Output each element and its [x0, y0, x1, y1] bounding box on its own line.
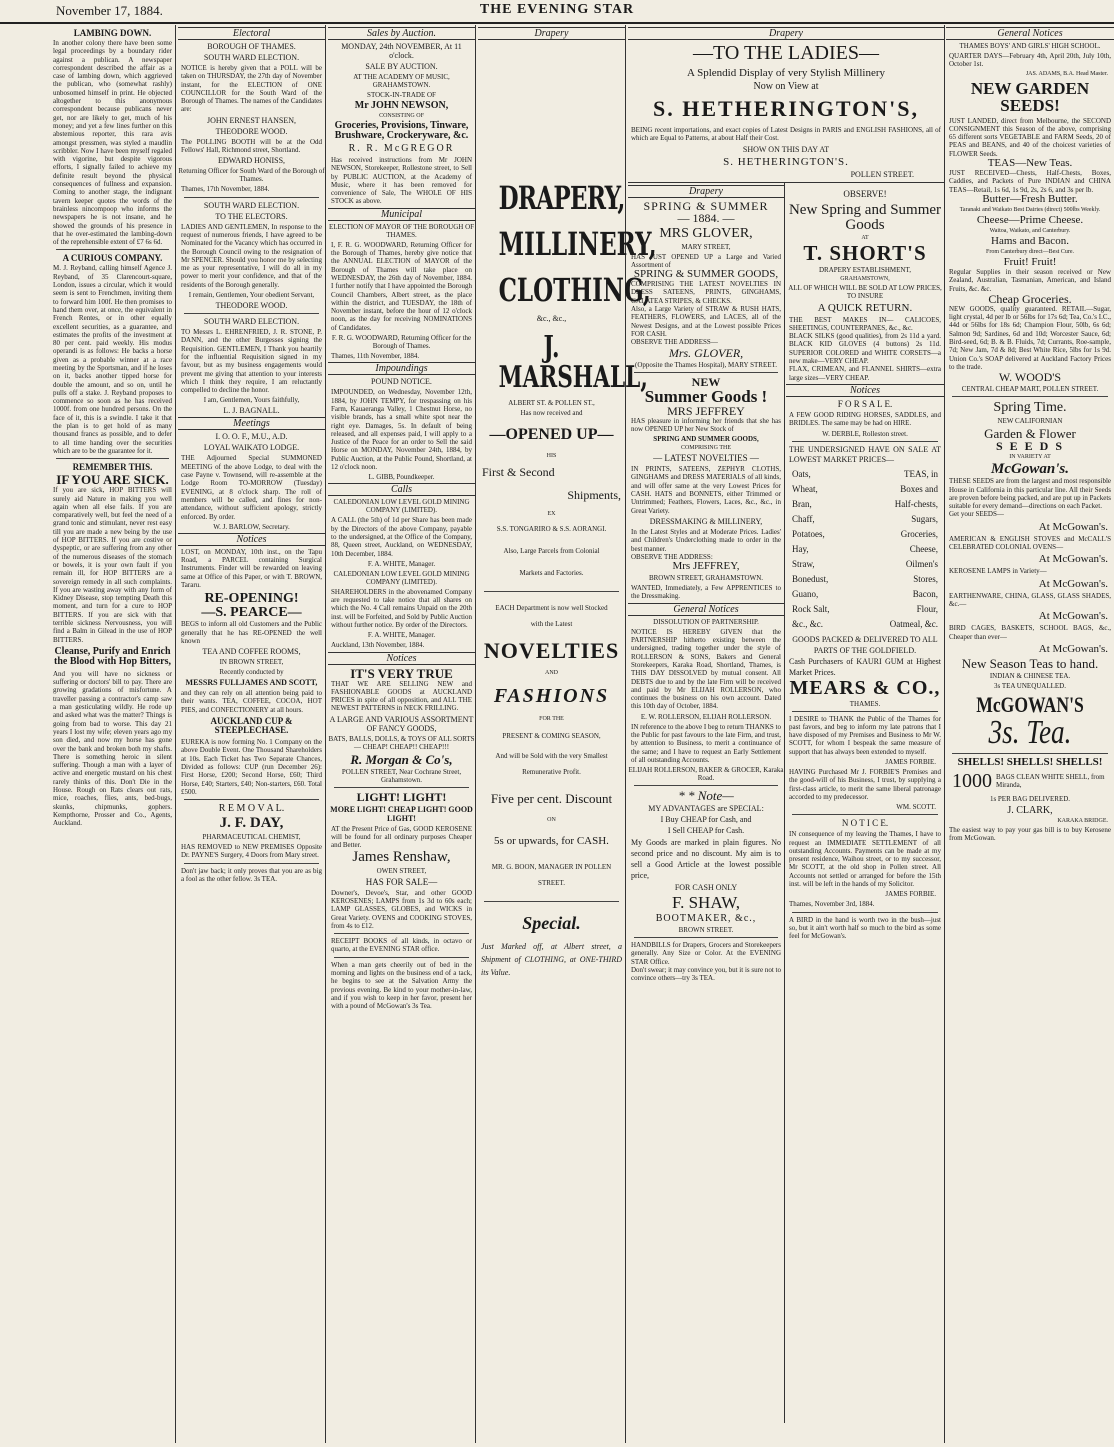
ad-subhead: HIS — [546, 453, 557, 459]
list-item: Bran, — [792, 498, 812, 509]
ad-body: Downer's, Devoe's, Star, and other GOOD KEROSENES; LAMPS from 1s 3d to 60s each; LAMP GLASSES, GLOBES, and WICKS in Great Variety. OVENS and COOKING STOVES, from 4s to £12. — [331, 888, 472, 930]
newspaper-title: THE EVENING STAR — [479, 2, 635, 17]
notice-body: NOTICE is hereby given that a POLL will be taken on THURSDAY, the 27th day of November instant, for the ELECTION of ONE COUNCILLOR for the South Ward of the Borough of Thames. The names of the Candidates are: — [181, 64, 322, 114]
drapery-left-column — [628, 183, 785, 1423]
ad-body: BLACK SILKS (good qualities), from 2s 11d a yard. BLACK KID GLOVES (4 buttons) 2s 11d. SUPERIOR COLORED and WHITE CORSETS—a new make—VERY CHEAP. — [789, 332, 941, 366]
notice-body: SHAREHOLDERS in the abovenamed Company are requested to take notice that all shares on which the No. 4 Call remains Unpaid on the 20th inst. will be Forfeited, and Sold by Public Auction without further notice. By order of the Directors. — [331, 587, 472, 629]
list-item: Cheese, — [909, 543, 938, 554]
ad-headline: Hams and Bacon. — [991, 234, 1069, 247]
ad-subhead: A LARGE AND VARIOUS ASSORTMENT OF FANCY GOODS, — [329, 714, 474, 733]
section-heading: General Notices — [946, 27, 1114, 40]
notice-heading: F O R S A L E. — [837, 398, 893, 409]
merchant-name: S. HETHERINGTON'S. — [723, 155, 849, 168]
notice-heading: ELECTION OF MAYOR OF THE BOROUGH OF THAMES. — [328, 222, 475, 239]
section-heading: Notices — [178, 533, 325, 546]
ad-subhead: ALL OF WHICH WILL BE SOLD AT LOW PRICES, TO INSURE — [788, 283, 942, 300]
signature: ELIJAH ROLLERSON, BAKER & GROCER, Karaka Road. — [628, 766, 784, 783]
notice-date: Thames, 11th November, 1884. — [331, 352, 420, 361]
ad-subhead: 3s TEA UNEQUALLED. — [993, 681, 1066, 690]
notice-body: Has received instructions from Mr JOHN NEWSON, Storekeeper, Rollestone street, to Sell by PUBLIC AUCTION, at the Academy of Music, where it has been removed for convenience of Sale, The WHOLE OF HIS STOCK as above. — [331, 156, 472, 206]
ad-subhead: MR. G. BOON, MANAGER IN POLLEN — [491, 863, 612, 871]
ad-subhead: At McGowan's. — [1038, 520, 1108, 533]
ad-subhead: INDIAN & CHINESE TEA. — [989, 671, 1071, 680]
signature: JAMES FORBIE. — [885, 890, 936, 899]
ad-body: BEGS to inform all old Customers and the Public generally that he has RE-OPENED the well known — [181, 620, 322, 645]
notice-heading: MONDAY, 24th NOVEMBER, At 11 o'clock. — [341, 42, 462, 60]
ad-heading: REMEMBER THIS. — [72, 462, 153, 473]
notice-heading: DISSOLUTION OF PARTNERSHIP. — [653, 617, 759, 626]
ad-headline: Fruit! Fruit! — [1003, 255, 1057, 268]
ad-subhead: COMPRISING THE — [680, 445, 732, 452]
section-heading: Notices — [786, 384, 944, 397]
ad-body: EARTHENWARE, CHINA, GLASS, GLASS SHADES, &c.— — [949, 591, 1111, 608]
section-heading: Sales by Auction. — [328, 27, 475, 40]
column-electoral — [178, 25, 326, 1443]
ad-subhead: EACH Department is now well Stocked — [495, 604, 608, 612]
signature: JAS. ADAMS, B.A. Head Master. — [1025, 70, 1108, 77]
ad-headline: R. Morgan & Co's, — [350, 751, 453, 767]
list-item: Hay, — [792, 543, 809, 554]
ad-headline: Butter—Fresh Butter. — [982, 192, 1078, 205]
ad-body: Regular Supplies in their season received or New Zealand, Australian, Tasmanian, American, and Island Fruits, &c. &c. — [949, 267, 1111, 293]
section-heading: Calls — [328, 483, 475, 496]
ad-subhead: PRESENT & COMING SEASON, — [502, 732, 601, 740]
ad-headline: Summer Goods ! — [644, 386, 768, 406]
notice-heading: LOYAL WAIKATO LODGE. — [203, 443, 300, 453]
notice-date: Thames, 17th November, 1884. — [181, 185, 270, 194]
section-heading: Impoundings — [328, 362, 475, 375]
ad-body: Get your SEEDS— — [949, 510, 1004, 519]
ad-subhead: A QUICK RETURN. — [817, 301, 913, 314]
ad-subhead: MY ADVANTAGES are SPECIAL: — [648, 804, 764, 814]
filler-text: When a man gets cheerily out of bed in the morning and lights on the business end of a tack, he begins to see at the Salvation Army the previous evening. Be kind to your mother-in-law, and if you wish to keep in her favor, present her with a pound of McGowan's 3s Tea. — [331, 960, 472, 1011]
ad-body: THE BEST MAKES IN— CALICOES, SHEETINGS, COUNTERPANES, &c., &c. — [789, 315, 941, 332]
ad-body: Waitoa, Waikato, and Canterbury. — [989, 227, 1071, 234]
produce-list-left — [792, 467, 865, 632]
ad-subhead: BROWN STREET. — [678, 926, 734, 935]
issue-date: November 17, 1884. — [56, 3, 163, 18]
merchant-name: McGOWAN'S — [976, 691, 1084, 717]
filler-text: The easiest way to pay your gas bill is to buy Kerosene from McGowan. — [949, 825, 1111, 843]
ad-headline: S E E D S — [995, 439, 1065, 454]
merchant-name: F. SHAW, — [672, 893, 740, 913]
ad-subhead: ALBERT ST. & POLLEN ST., — [508, 399, 595, 407]
signature: L. J. BAGNALL. — [223, 406, 280, 416]
ad-body: JUST LANDED, direct from Melbourne, the SECOND CONSIGNMENT this Season of the above, comprising 65 different sorts VEGETABLE and FARM Seeds, 20 of PEAS and BEANS, and 40 of the choicest varieties of FLOWER Seeds. — [949, 116, 1111, 158]
ad-body: From Canterbury direct—Best Cure. — [986, 248, 1074, 255]
ad-body: HAS JUST OPENED UP a Large and Varied Assortment of — [631, 252, 781, 269]
ad-headline: Garden & Flower — [984, 426, 1076, 442]
ad-headline: SPRING & SUMMER GOODS, — [633, 268, 779, 281]
list-item: Chaff, — [792, 513, 815, 524]
ad-headline: * * Note— — [678, 788, 734, 804]
notice-body: A FEW GOOD RIDING HORSES, SADDLES, and BRIDLES. The same may be had on HIRE. — [789, 410, 941, 428]
column-news — [50, 25, 176, 1443]
notice-body: A CALL (the 5th) of 1d per Share has been made by the Directors of the above Company, payable to the undersigned, at the Office of the Company, 88, Queen street, Auckland, on WEDNESDAY, 10th December, 1884. — [331, 516, 472, 558]
ad-subhead: BATS, BALLS, DOLLS, & TOYS OF ALL SORTS— CHEAP! CHEAP!! CHEAP!!! — [328, 734, 475, 751]
ad-subhead: I Buy CHEAP for Cash, and — [660, 815, 752, 825]
signature: JAMES FORBIE. — [885, 758, 936, 767]
ad-headline: NEW GARDEN SEEDS! — [970, 78, 1090, 115]
list-item: Rock Salt, — [792, 603, 830, 614]
ad-body: THESE SEEDS are from the largest and most responsible House in California in this particular line. All their Seeds are proven before being packed, and are put up in Packets suitable for every demand—directions on each Packet. — [949, 477, 1112, 511]
notice-heading: THAMES BOYS' AND GIRLS' HIGH SCHOOL. — [959, 42, 1101, 50]
notice-heading: SOUTH WARD ELECTION. — [203, 317, 300, 327]
ad-subhead: First & Second — [482, 465, 555, 479]
notice-body: TO Messrs L. EHRENFRIED, J. R. STONE, P. DANN, and the other Burgesses signing the Requisition. GENTLEMEN, I Thank you heartily for the influential Requisition signed in my favour, but as my business engagements would prevent me giving that attention to your interests which I think they require, I am reluctantly compelled to decline the honor. — [181, 328, 322, 395]
ad-subhead: BOOTMAKER, &c., — [655, 913, 757, 925]
signature: L. GIBB, Poundkeeper. — [368, 473, 435, 482]
shells-offer — [952, 770, 1108, 793]
ad-subhead: And will be Sold with the very Smallest — [495, 752, 608, 760]
ad-body: Just Marked off, at Albert street, a Shipment of CLOTHING, at ONE-THIRD its Value. — [481, 942, 622, 977]
ad-subhead: DRAPERY ESTABLISHMENT, — [818, 265, 911, 274]
ad-subhead: Remunerative Profit. — [522, 768, 581, 776]
notice-body: THE Adjourned Special SUMMONED MEETING of the above Lodge, to deal with the case Payne v. Townsend, will re-assemble at the Lodge Room TO-MORROW (Tuesday) EVENING, at 8 o'clock sharp. The roll of members will be called, and fines for non-attendance, without sufficient apology, strictly enforced. By order. — [181, 454, 322, 521]
ad-subhead: At McGowan's. — [1038, 553, 1108, 566]
ad-body: Also, a Large Variety of STRAW & RUSH HATS, FEATHERS, FLOWERS, and LACES, all of the Newest Designs, and at the Lowest possible Prices FOR CASH. — [631, 305, 781, 338]
ad-subhead: At McGowan's. — [1038, 577, 1108, 590]
filler-text: Don't jaw back; it only proves that you are as big a fool as the other fellow. 3s TEA. — [181, 866, 322, 884]
ad-body: NEW GOODS, quality guaranteed. RETAIL—Sugar, light crystal, 4d per lb or 56lbs for 17s 6d; Tea, Co.'s I.C., 44d or 56lbs for 18s 6d; Champion Flour, 50lb, 6s 6d; Salmon 9d; Sardines, 6d and 10d; Worcester Sauce, 6d; Bird-seed, 6d; B. & B. Fluids, 7d; Currants, Roe-sample, 7d; New Jam, 7d & 8d; Best White Rice, 5lbs for 1s 9d. Union Co.'s SOAP delivered at Auckland Factory Prices to the trade. — [949, 304, 1111, 371]
ad-headline: Groceries, Provisions, Tinware, Brushware, Crockeryware, &c. — [334, 120, 469, 141]
merchant-name: W. WOOD'S — [998, 370, 1062, 385]
ad-subhead: Shipments, — [567, 488, 621, 502]
ad-headline: 3s. Tea. — [988, 713, 1072, 751]
ad-subhead: GRAHAMSTOWN, — [840, 275, 890, 282]
ad-subhead: 1s PER BAG DELIVERED. — [989, 794, 1071, 803]
ad-headline: —S. PEARCE— — [201, 605, 302, 621]
ad-subhead: HAS FOR SALE— — [365, 876, 438, 887]
ad-body: THAT WE ARE SELLING NEW and FASHIONABLE GOODS at AUCKLAND PRICES in spite of all opposition, and ALL THE NEWEST PATTERNS in NECK FRILLING. — [331, 679, 472, 713]
ad-headline: Special. — [522, 913, 581, 933]
ad-subhead: MESSRS FULLJAMES AND SCOTT, — [185, 678, 318, 688]
shell-quantity: 1000 — [952, 769, 992, 792]
article-body: M. J. Reyband, calling himself Agence J. Reyband, of 35 Clarencourt-square, London, issues a circular, which it would seem is sent to Frenchmen, inviting them to forward him 100f. He then promises to hand them over, at once, the equivalent in French Rentes, or in other equally excellent securities, as a guarantee, and estimates the profits of the investment at 80 per cent. paid weekly. His modus operandi is as follows: He backs a horse given as a probable winner at a race meeting by the Sportsman, and if he loses on it, backs another tipped horse for double the amount, and so on, until he pulls off a stake. J. Reyband proposes to commence so soon as he has received 1000f. from one hundred persons. On the face of it, this is a swindle. I take it that the plan is to get hold of as many thousand francs as possible, and to defer to all time handing over the securities which are to be the guarantee for it. — [53, 264, 172, 455]
notice-heading: N O T I C E. — [841, 818, 889, 829]
filler-text: RECEIPT BOOKS of all kinds, in octavo or quarto, at the EVENING STAR office. — [331, 937, 472, 954]
ad-subhead: DRESSMAKING & MILLINERY, — [649, 516, 763, 526]
ad-subhead: NEW CALIFORNIAN — [997, 417, 1063, 426]
ad-subhead: OWEN STREET, — [376, 866, 427, 875]
ad-subhead: Also, Large Parcels from Colonial — [503, 547, 600, 555]
ad-headline: SPRING & SUMMER — [643, 198, 769, 213]
drapery-right-column — [786, 183, 944, 1423]
merchant-name: MRS JEFFREY — [667, 403, 745, 418]
lodge-emblem-caption: I. O. O. F., M.U., A.D. — [215, 432, 288, 442]
ad-subhead: POLLEN STREET. — [850, 169, 914, 179]
ad-body: BAGS CLEAN WHITE SHELL, from Miranda, — [996, 773, 1105, 790]
notice-body: IN consequence of my leaving the Thames, I have to request an IMMEDIATE SETTLEMENT of all outstanding Accounts. Payments can be made at my present residence, Waihou street, or to my successor, Mr SCOTT, at the old shop in Pollen street. All Accounts not settled or arranged for before the 15th inst. will be left in the hands of my Solicitor. — [789, 830, 941, 889]
article-body: In another colony there have been some legal proceedings by a boundary rider against a publican. A newspaper correspondent described the affair as a case of lambing down, which aggrieved the publican, who (somewhat rashly) unbosomed himself in print. He objected altogether to this anonymous correspondent because publicans never get, nor are likely to get, much of his money; and yet a few lines further on this abstemious reporter, this rara avis amongst pressmen, was styled a maudlin scribbler. Now I have been myself regaled with vigorine, but despite vigorous efforts, I signally failed to achieve my definite result beyond the physical consequences of fullness and expansion. Coming to another stage, the indignant tavern keeper quotes the words of the brainless nincompoop who informs the newspapers he is not insane, and he showed the grounds of his presence in that he over-estimated the lambing-down of the reprehensible extent of £7 6s 6d. — [53, 39, 172, 247]
merchant-name: MEARS & CO., — [789, 676, 941, 699]
closing: I remain, Gentlemen, Your obedient Servant, — [188, 291, 315, 300]
article-heading: LAMBING DOWN. — [73, 28, 152, 38]
notice-heading: CALEDONIAN LOW LEVEL GOLD MINING COMPANY (LIMITED). — [333, 498, 470, 515]
auctioneer-name: R. R. McGREGOR — [348, 143, 455, 154]
signature: W. DERBLE, Rolleston street. — [822, 429, 908, 438]
ad-headline: AUCKLAND CUP & STEEPLECHASE. — [210, 716, 293, 736]
ad-body: COMPRISING THE LATEST NOVELTIES IN DRESS SATEENS, PRINTS, GINGHAMS, GALATEA STRIPES, & CHECKS. — [631, 280, 781, 305]
section-heading: General Notices — [628, 603, 784, 616]
merchant-name: McGowan's. — [991, 461, 1069, 478]
notice-body: I DESIRE to THANK the Public of the Thames for past favors, and beg to inform my late patrons that I have disposed of my Premises and Business to Mr W. SCOTT, for whom I bespeak the same measure of support that has always been extended to myself. — [789, 714, 941, 756]
ad-body: FLAX, CRIMEAN, and FLANNEL SHIRTS—extra large sizes—VERY CHEAP. — [789, 365, 941, 382]
produce-list — [792, 467, 938, 632]
ad-body: JUST RECEIVED—Chests, Half-Chests, Boxes, Caddies, and Packets of Pure INDIAN and CHINA TEAS—Retail, 1s 6d, 1s 9d, 2s, 2s 6, and 3s per lb. — [949, 169, 1111, 194]
ad-headline: —TO THE LADIES— — [693, 42, 879, 64]
ad-headline: SHELLS! SHELLS! SHELLS! — [957, 755, 1103, 768]
closing: I am, Gentlemen, Yours faithfully, — [203, 396, 300, 405]
ad-subhead: with the Latest — [530, 620, 573, 628]
ad-headline: Cleanse, Purify and Enrich the Blood with Hop Bitters, — [54, 645, 171, 667]
notice-heading: POUND NOTICE. — [371, 377, 432, 387]
ad-subhead: PHARMACEUTICAL CHEMIST, — [202, 833, 301, 842]
ad-headline: — 1884. — — [677, 210, 735, 225]
ad-headline: IT'S VERY TRUE — [350, 665, 453, 681]
ad-subhead: POLLEN STREET, Near Cochrane Street, Grahamstown. — [341, 767, 462, 784]
ad-headline: Mr JOHN NEWSON, — [354, 100, 449, 111]
ad-body: GOODS PACKED & DELIVERED TO ALL PARTS OF THE GOLDFIELD. — [792, 634, 938, 655]
ad-subhead: (Opposite the Thames Hospital), MARY STREET. — [635, 360, 777, 369]
ad-subhead: THAMES. — [849, 699, 881, 708]
list-item: TEAS, in — [903, 468, 938, 479]
notice-body: HAVING Purchased Mr J. FORBIE'S Premises and the good-will of his Business, I trust, by supplying a first-class article, to merit the same liberal patronage accorded to my predecessor. — [789, 768, 941, 801]
notice-heading: SOUTH WARD ELECTION. — [203, 53, 300, 62]
ad-body: AT the Present Price of Gas, GOOD KEROSENE will be found for all ordinary purposes Cheaper and Better. — [331, 824, 472, 850]
merchant-name: MRS GLOVER, — [659, 225, 753, 241]
notice-date: Thames, November 3rd, 1884. — [789, 900, 875, 909]
ad-body: THE UNDERSIGNED HAVE ON SALE AT LOWEST MARKET PRICES— — [789, 444, 941, 464]
ad-subhead: CENTRAL CHEAP MART, POLLEN STREET. — [961, 385, 1099, 394]
section-heading: Electoral — [178, 27, 325, 40]
ad-subhead: MARY STREET, — [681, 242, 731, 251]
ad-subhead: SHOW ON THIS DAY AT — [742, 144, 830, 154]
list-item: Potatoes, — [792, 528, 825, 539]
merchant-name: J. CLARK, — [1007, 804, 1053, 816]
ad-headline: LIGHT! LIGHT! — [356, 789, 447, 804]
ad-body: IN PRINTS, SATEENS, ZEPHYR CLOTHS, GINGHAMS and DRESS MATERIALS of all kinds, and will offer same at the very Lowest Prices for CASH. HATS and BONNETS, either Trimmed or Untrimmed; Feathers, Flowers, Laces, &c., &c., in Great Variety. — [631, 465, 781, 515]
ad-subhead: MORE LIGHT! CHEAP LIGHT! GOOD LIGHT! — [330, 804, 473, 823]
ad-body: OBSERVE THE ADDRESS— — [631, 338, 718, 347]
notice-body: NOTICE IS HEREBY GIVEN that the PARTNERSHIP hitherto existing between the undersigned, trading together under the style of ROLLERSON & SONS, Bakers and General Storekeepers, Karaka Road, Shortland, Thames, is THIS DAY DISSOLVED by mutual consent. All DEBTS due to and by the late Firm will be received and paid by Mr ELIJAH ROLLERSON, who continues the business on his own account. Dated this 10th day of October, 1884. — [631, 627, 781, 711]
list-item: Sugars, — [911, 513, 938, 524]
ad-headline: Cheese—Prime Cheese. — [976, 213, 1084, 226]
article-body: And you will have no sickness or suffering or doctors' bill to pay. There are growing gradations of misfortune. A traveller passing a contractor's camp saw a man gesticulating wildly. He rode up and asked what was the matter? Things is going from bad to worse. This day 21 years I lost my wife; eleven years ago my son died, and now my horse has gone over the bank and broken both my shafts. There is something heroic in silent suffering. Though a man with a layer of active and energetic mustard on his chest rarely thinks of this. Don't Die in the House. Rough on Rats clears out rats, mice, roaches, flies, ants, bed-bugs, skunks, chipmunks, gophers. Kempthorne, Prosser and Co., Agents, Auckland. — [53, 669, 172, 828]
ad-headline-clothing: CLOTHING, — [498, 271, 651, 309]
list-item: Wheat, — [792, 483, 818, 494]
column-drapery — [628, 25, 945, 1443]
list-item: Bonedust, — [792, 573, 829, 584]
notice-heading: AT THE ACADEMY OF MUSIC, GRAHAMSTOWN. — [353, 73, 450, 89]
ad-subhead: SPRING AND SUMMER GOODS, — [653, 435, 759, 444]
section-heading: Meetings — [178, 417, 325, 430]
list-item: Half-chests, — [894, 498, 938, 509]
signature: W. J. BARLOW, Secretary. — [213, 522, 290, 531]
section-heading: Drapery — [628, 27, 944, 40]
filler-text: A BIRD in the hand is worth two in the bush—just so, but it ain't worth half so much to the bird as some feel for McGowan's. — [789, 915, 941, 941]
section-heading: Drapery — [478, 27, 625, 40]
notice-body: IMPOUNDED, on Wednesday, November 12th, 1884, by JOHN TEMPY, for trespassing on his Farm, Kauaeranga Valley, 1 Chestnut Horse, no visible brands, has a small white spot near the right eye. Damages, 5s. In default of being released, and all expenses paid, I will apply to a Justice of the Peace for an order to Sell the said Horse on MONDAY, November 24th, 1884, by Public Auction, at the Public Pound, Shortland, at 12 o'clock noon. — [331, 388, 472, 472]
ad-body: OBSERVE THE ADDRESS: — [631, 552, 713, 561]
ad-subhead: A Splendid Display of very Stylish Millinery — [687, 67, 885, 79]
list-item: &c., &c. — [792, 618, 823, 629]
ad-body: AMERICAN & ENGLISH STOVES and McCALL'S CELEBRATED COLONIAL OVENS— — [949, 534, 1111, 552]
ad-subhead: IN BROWN STREET, — [219, 658, 284, 667]
ad-subhead: FOR THE — [539, 716, 564, 722]
signature-title: Returning Officer for South Ward of the Borough of Thames. — [178, 167, 325, 184]
notice-heading: SALE BY AUCTION. — [365, 62, 438, 71]
notice-body: LOST, on MONDAY, 10th inst., on the Tapu Road, a PARCEL containing Surgical Instruments. Finder will be rewarded on leaving same at Office of this Paper, or with T. BROWN, Tararu. — [181, 547, 322, 589]
ad-body: and they can rely on all attention being paid to their wants. TEA, COFFEE, COCOA, HOT PIES, and CONFECTIONERY at all hours. — [181, 689, 322, 714]
signature: THEODORE WOOD. — [215, 301, 288, 311]
ad-headline-millinery: MILLINERY, — [498, 225, 657, 263]
notice-date: Auckland, 13th November, 1884. — [331, 641, 425, 650]
ad-subhead: &c., &c., — [536, 314, 567, 323]
list-item: Flour, — [916, 603, 938, 614]
signature: WM. SCOTT. — [896, 803, 936, 812]
ad-body: KEROSENE LAMPS in Variety— — [949, 567, 1047, 576]
ad-headline-drapery: DRAPERY, — [498, 179, 625, 217]
ad-headline: J. F. DAY, — [219, 815, 284, 832]
ad-subhead: At McGowan's. — [1038, 642, 1108, 655]
filler-text: HANDBILLS for Drapers, Grocers and Storekeepers generally. Any Size or Color. At the EVENING STAR Office. — [631, 941, 781, 966]
ad-body: If you are sick, HOP BITTERS will surely aid Nature in making you well again when all else fails. If you are comparatively well, but feel the need of a grand tonic and stimulant, never rest easy till you are made a new being by the use of HOP BITTERS. If you are costive or dyspeptic, or are suffering from any other of the numerous diseases of the stomach or bowels, it is your own fault if you remain ill, for HOP BITTERS are a sovereign remedy in all such complaints. If you are wasting away with any form of Kidney Disease, stop tempting Death this moment, and turn for a cure to HOP BITTERS. If you are sick with that terrible sickness Nervousness, you will find a Balm in Gilead in the use of HOP BITTERS. — [53, 486, 172, 644]
ad-headline: James Renshaw, — [352, 848, 451, 865]
notice-heading: CALEDONIAN LOW LEVEL GOLD MINING COMPANY (LIMITED). — [333, 569, 470, 586]
ad-subhead: KARAKA BRIDGE. — [1057, 817, 1108, 824]
merchant-name: J. MARSHALL, — [498, 330, 648, 395]
ad-body: Taranaki and Waikato Best Dairies (direct) 500lbs Weekly. — [959, 206, 1101, 213]
ad-subhead: AND — [545, 670, 558, 676]
ad-subhead: I Sell CHEAP for Cash. — [667, 826, 745, 836]
list-item: Bacon, — [912, 588, 938, 599]
masthead — [0, 0, 1114, 24]
ad-body: Cash Purchasers of KAURI GUM at Highest Market Prices. — [789, 656, 941, 677]
notice-body: IN reference to the above I beg to return THANKS to the Public for past favours to the late Firm, and trust, by attention to Business, to merit a continuance of the same; and I have to request an Early Settlement of all outstanding Accounts. — [631, 722, 781, 764]
ad-subhead: BROWN STREET, GRAHAMSTOWN. — [648, 574, 764, 583]
ad-subhead: — LATEST NOVELTIES — — [653, 453, 759, 464]
signature: E. W. ROLLERSON, ELIJAH ROLLERSON. — [640, 712, 772, 721]
ad-headline: R E M O V A L. — [218, 803, 285, 815]
ad-body: My Goods are marked in plain figures. No second price and no discount. My aim is to sell a Good Article at the lowest possible price, — [631, 838, 781, 881]
list-item: Oilmen's — [905, 558, 938, 569]
ad-body: BIRD CAGES, BASKETS, SCHOOL BAGS, &c., Cheaper than ever— — [949, 624, 1111, 641]
ad-subhead: Recently conducted by — [219, 668, 284, 677]
ad-headline: New Spring and Summer Goods — [788, 201, 942, 233]
notice-body: The POLLING BOOTH will be at the Odd Fellows' Hall, Richmond street, Shortland. — [181, 137, 322, 155]
notice-heading: SOUTH WARD ELECTION. — [203, 200, 300, 210]
signature: EDWARD HONISS, — [217, 156, 286, 166]
ad-subhead: S.S. TONGARIRO & S.S. AORANGI. — [496, 525, 607, 533]
notice-heading: STOCK-IN-TRADE OF — [367, 91, 436, 99]
ad-subhead: IN VARIETY AT — [1009, 454, 1051, 461]
ad-body: EUREKA is now forming No. 1 Company on the above Double Event. One Thousand Shareholders at 10s. Each Ticket has Two Separate Chances, Divided as follows: CUP (run December 26): First Horse, £200; Second Horse, £60; Third Horse, £40; Starters, £40; Non-starters, £60. Total £500. — [181, 738, 322, 796]
ad-body: WANTED, Immediately, a Few APPRENTICES to the Dressmaking. — [631, 584, 781, 601]
ad-headline: TEAS—New Teas. — [987, 157, 1073, 170]
ad-subhead: Now on View at — [753, 81, 819, 92]
merchant-name: Mrs. GLOVER, — [668, 345, 744, 360]
ad-headline: Cheap Groceries. — [988, 291, 1072, 306]
ad-headline: Five per cent. Discount — [490, 791, 613, 806]
list-item: Groceries, — [900, 528, 938, 539]
ad-body: In the Latest Styles and at Moderate Prices. Ladies' and Children's Underclothing made to order in the best manner. — [631, 527, 781, 553]
list-item: Guano, — [792, 588, 819, 599]
column-auction — [328, 25, 476, 1443]
ad-headline: NOVELTIES — [483, 638, 620, 663]
ad-headline: IF YOU ARE SICK. — [56, 472, 169, 488]
article-heading: A CURIOUS COMPANY. — [62, 253, 163, 264]
notice-body: I, F. R. G. WOODWARD, Returning Officer for the Borough of Thames, hereby give notice that the ANNUAL ELECTION of MAYOR of the Borough of Thames will take place on WEDNESDAY, the 26th day of November, 1884. I further notify that I have appointed the Borough Council Chambers, Albert street, as the place within the district, and TUESDAY, the 18th of November instant, before the hour of 12 o'clock noon, as the day for receiving NOMINATIONS of Candidates. — [331, 240, 472, 332]
list-item: Oats, — [792, 468, 811, 479]
section-heading: Notices — [328, 652, 475, 665]
ad-subhead: Markets and Factories. — [519, 569, 584, 577]
ad-headline: RE-OPENING! — [204, 591, 299, 607]
notice-body: QUARTER DAYS—February 4th, April 20th, July 10th, October 1st. — [949, 52, 1111, 69]
notice-body: LADIES AND GENTLEMEN, In response to the request of numerous friends, I have agreed to be Nominated for the Vacancy which has occurred in the Borough Council owing to the resignation of Mr SPENCER. Should you honor me by selecting me as your representative, I will do all in my power to merit your confidence, and that of the residents of the Borough generally. — [181, 222, 322, 289]
ad-subhead: Has now received and — [520, 409, 583, 417]
list-item: Boxes and — [900, 483, 938, 494]
ad-body: BEING recent importations, and exact copies of Latest Designs in PARIS and ENGLISH FASHIONS, all of which are Equal to Patterns, at about Half their Cost. — [631, 126, 941, 143]
notice-heading: TO THE ELECTORS. — [215, 211, 288, 221]
ad-subhead: TEA AND COFFEE ROOMS, — [202, 647, 301, 657]
ad-headline: Spring Time. — [993, 400, 1067, 416]
signature: F. A. WHITE, Manager. — [367, 559, 436, 568]
column-marshall-ad — [478, 25, 657, 1443]
ad-subhead: EX — [547, 511, 556, 517]
signature: F. A. WHITE, Manager. — [367, 631, 436, 640]
signature: F. R. G. WOODWARD, Returning Officer for the Borough of Thames. — [331, 334, 472, 351]
ad-subhead: ON — [547, 817, 556, 823]
ad-headline: —OPENED UP— — [489, 426, 614, 443]
produce-list-right — [865, 467, 938, 632]
candidate-name: JOHN ERNEST HANSEN, — [207, 115, 296, 125]
filler-text: Don't swear; it may convince you, but it is sure not to convince others—try 3s TEA. — [631, 966, 781, 983]
merchant-name: Mrs JEFFREY, — [672, 560, 740, 573]
ad-subhead: FOR CASH ONLY — [674, 883, 738, 893]
merchant-name: T. SHORT'S — [803, 240, 927, 265]
ad-body: HAS pleasure in informing her friends that she has now OPENED UP her New Stock of — [631, 416, 781, 433]
merchant-name: S. HETHERINGTON'S, — [652, 96, 920, 121]
section-heading: Drapery — [628, 185, 784, 198]
list-item: Stores, — [913, 573, 938, 584]
section-heading: Municipal — [328, 208, 475, 221]
column-general-notices — [946, 25, 1114, 1443]
ad-headline: New Season Teas to hand. — [961, 655, 1099, 671]
notice-heading: CONSISTING OF — [379, 113, 424, 119]
ad-headline: NEW — [691, 374, 721, 389]
ad-subhead: STREET. — [538, 879, 565, 887]
ad-body: HAS REMOVED to NEW PREMISES Opposite Dr. PAYNE'S Surgery, 4 Doors from Mary street. — [181, 843, 322, 860]
ad-subhead: AT — [861, 234, 869, 241]
list-item: Oatmeal, &c. — [889, 618, 938, 629]
ad-subhead: OBSERVE! — [843, 188, 887, 199]
ad-subhead: 5s or upwards, for CASH. — [494, 835, 609, 847]
list-item: Straw, — [792, 558, 815, 569]
ad-subhead: At McGowan's. — [1038, 610, 1108, 623]
candidate-name: THEODORE WOOD. — [215, 126, 288, 136]
ad-headline: FASHIONS — [493, 685, 610, 707]
notice-heading: BOROUGH OF THAMES. — [207, 42, 296, 51]
